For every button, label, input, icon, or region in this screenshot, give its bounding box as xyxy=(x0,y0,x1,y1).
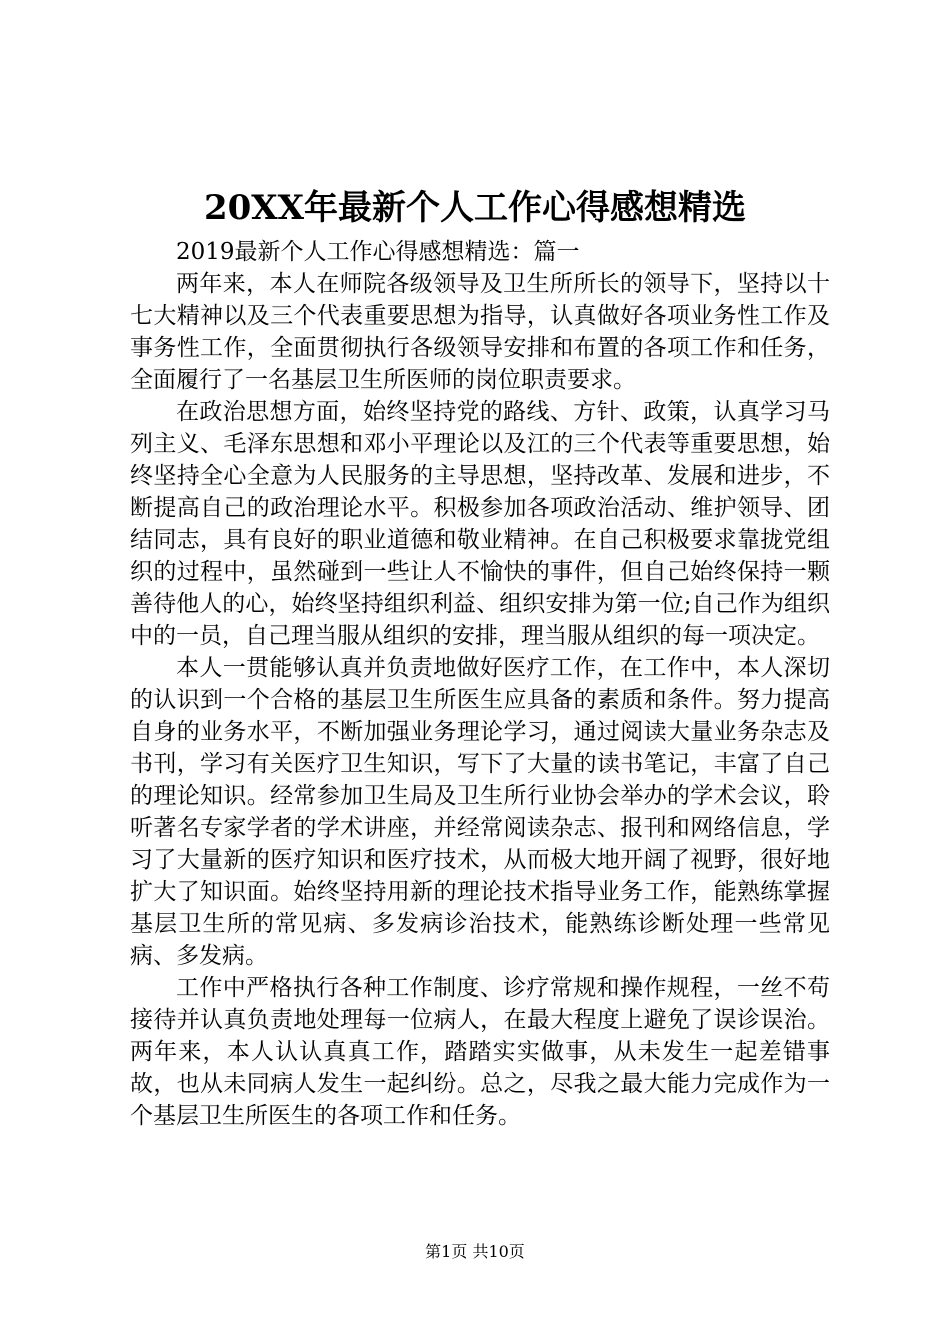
paragraph-4: 工作中严格执行各种工作制度、诊疗常规和操作规程，一丝不苟接待并认真负责地处理每一位病人，在最大程度上避免了误诊误治。两年来，本人认认真真工作，踏踏实实做事，从未发生一起差错事故，也从未同病人发生一起纠纷。总之，尽我之最大能力完成作为一个基层卫生所医生的各项工作和任务。 xyxy=(130,975,830,1129)
paragraph-3: 本人一贯能够认真并负责地做好医疗工作，在工作中，本人深切的认识到一个合格的基层卫生所医生应具备的素质和条件。努力提高自身的业务水平，不断加强业务理论学习，通过阅读大量业务杂志及书刊，学习有关医疗卫生知识，写下了大量的读书笔记，丰富了自己的理论知识。经常参加卫生局及卫生所行业协会举办的学术会议，聆听著名专家学者的学术讲座，并经常阅读杂志、报刊和网络信息，学习了大量新的医疗知识和医疗技术，从而极大地开阔了视野，很好地扩大了知识面。始终坚持用新的理论技术指导业务工作，能熟练掌握基层卫生所的常见病、多发病诊治技术，能熟练诊断处理一些常见病、多发病。 xyxy=(130,655,830,969)
paragraph-1: 两年来，本人在师院各级领导及卫生所所长的领导下，坚持以十七大精神以及三个代表重要思想为指导，认真做好各项业务性工作及事务性工作，全面贯彻执行各级领导安排和布置的各项工作和任务，全面履行了一名基层卫生所医师的岗位职责要求。 xyxy=(130,271,830,393)
document-body xyxy=(130,236,830,1132)
document-title: 20XX年最新个人工作心得感想精选 xyxy=(203,188,747,228)
page-number-footer: 第1页 共10页 xyxy=(425,1242,525,1261)
paragraph-2: 在政治思想方面，始终坚持党的路线、方针、政策，认真学习马列主义、毛泽东思想和邓小平理论以及江的三个代表等重要思想，始终坚持全心全意为人民服务的主导思想，坚持改革、发展和进步，不断提高自己的政治理论水平。积极参加各项政治活动、维护领导、团结同志，具有良好的职业道德和敬业精神。在自己积极要求靠拢党组织的过程中，虽然碰到一些让人不愉快的事件，但自己始终保持一颗善待他人的心，始终坚持组织利益、组织安排为第一位;自己作为组织中的一员，自己理当服从组织的安排，理当服从组织的每一项决定。 xyxy=(130,399,830,649)
section-subhead: 2019最新个人工作心得感想精选：篇一 xyxy=(176,239,580,265)
